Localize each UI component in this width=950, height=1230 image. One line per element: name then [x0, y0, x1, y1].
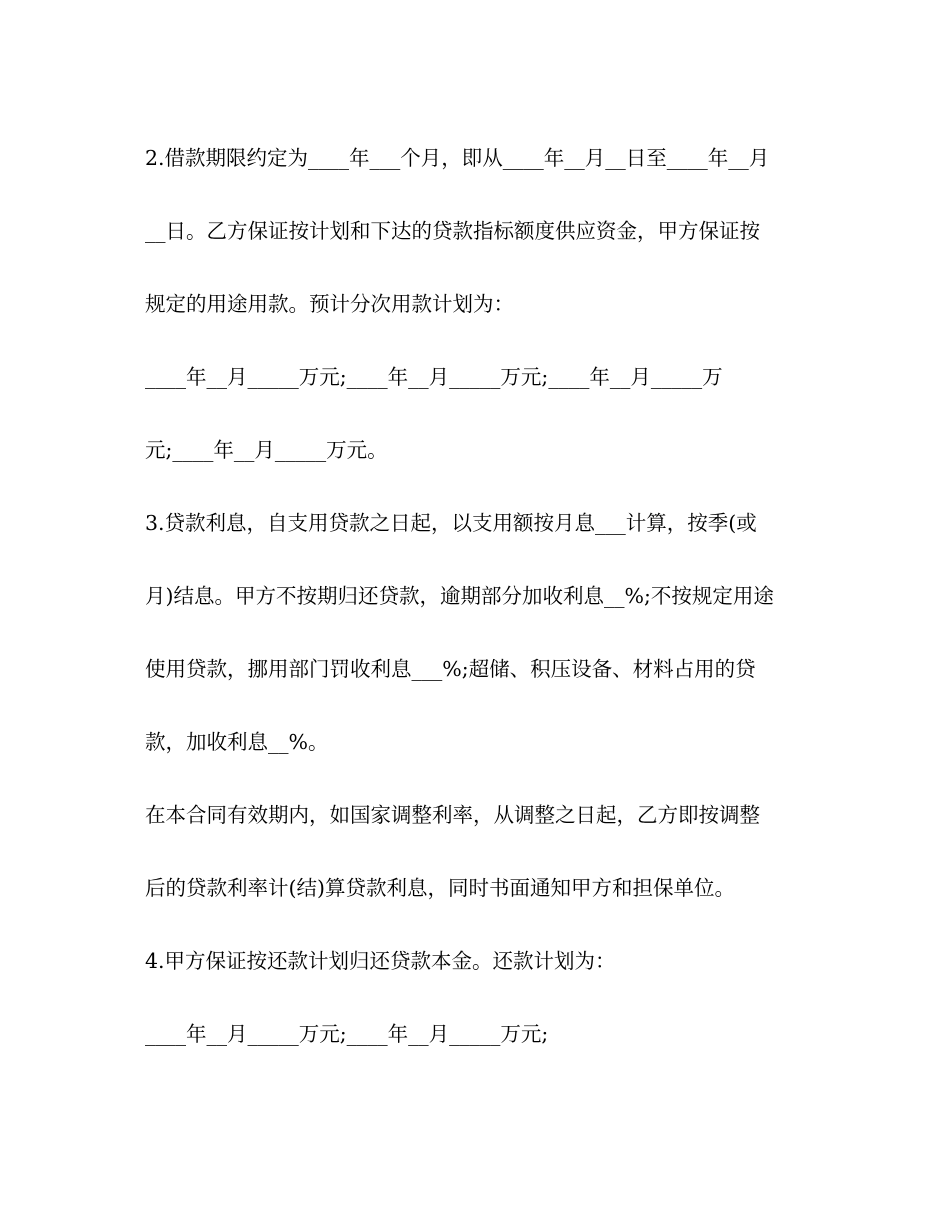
text-line: 月)结息。甲方不按期归还贷款，逾期部分加收利息__%;不按规定用途 — [145, 584, 774, 608]
text-line: 3.贷款利息，自支用贷款之日起，以支用额按月息___计算，按季(或 — [145, 511, 757, 535]
text-line: __日。乙方保证按计划和下达的贷款指标额度供应资金，甲方保证按 — [145, 219, 760, 243]
text-line: ____年__月_____万元;____年__月_____万元; — [145, 1022, 549, 1046]
text-line: 4.甲方保证按还款计划归还贷款本金。还款计划为： — [145, 949, 616, 973]
text-line: 在本合同有效期内，如国家调整利率，从调整之日起，乙方即按调整 — [145, 803, 760, 827]
text-line: 规定的用途用款。预计分次用款计划为： — [145, 292, 514, 316]
text-line: 2.借款期限约定为____年___个月，即从____年__月__日至____年__月 — [145, 146, 770, 170]
text-line: 后的贷款利率计(结)算贷款利息，同时书面通知甲方和担保单位。 — [145, 876, 735, 900]
text-line: 使用贷款，挪用部门罚收利息___%;超储、积压设备、材料占用的贷 — [145, 657, 756, 681]
text-line: ____年__月_____万元;____年__月_____万元;____年__月_____万 — [145, 365, 723, 389]
text-line: 元;____年__月_____万元。 — [145, 438, 388, 462]
text-line: 款，加收利息__%。 — [145, 730, 329, 754]
